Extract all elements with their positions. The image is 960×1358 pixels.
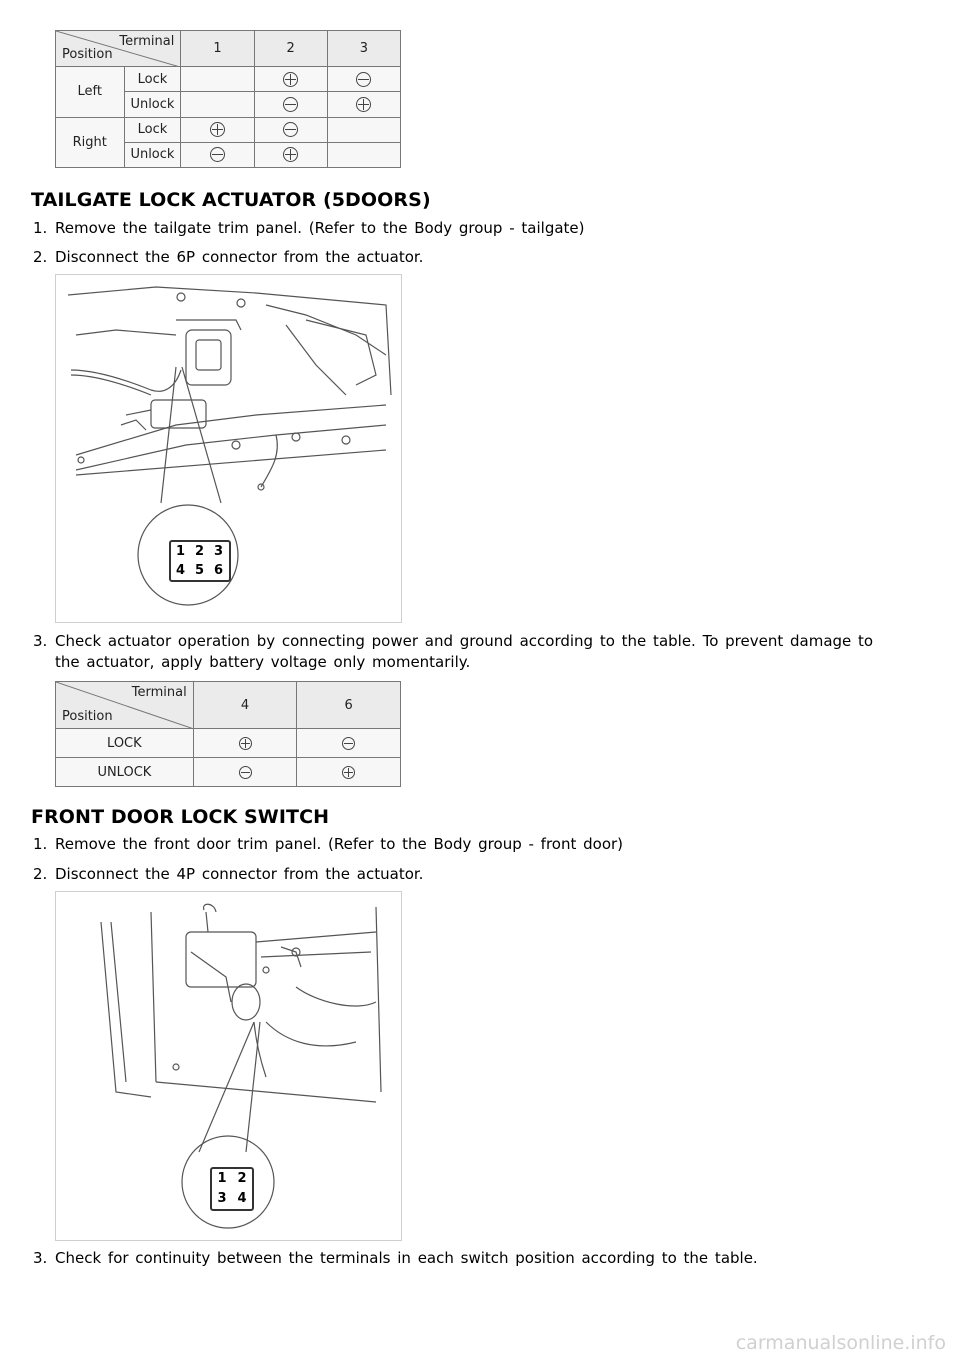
watermark: carmanualsonline.info: [735, 1332, 946, 1354]
step-number: 1.: [33, 835, 48, 853]
table-cell: [181, 67, 254, 92]
terminal-table-tailgate: [55, 681, 401, 787]
table-cell: [327, 67, 400, 92]
table-cell: [297, 729, 401, 758]
step-text: Check actuator operation by connecting power and ground according to the table. To prevent damage to the actuator, apply battery voltage only momentarily.: [55, 632, 874, 671]
section-title-tailgate: TAILGATE LOCK ACTUATOR (5DOORS): [31, 189, 431, 211]
table-row: [56, 117, 401, 142]
minus-icon: [283, 122, 298, 137]
step-item: [33, 1248, 913, 1270]
step-text: Remove the front door trim panel. (Refer to the Body group - front door): [55, 835, 624, 853]
table-cell: [254, 67, 327, 92]
position-label: Position: [62, 709, 113, 724]
connector-pin: 1: [217, 1171, 227, 1186]
column-header: 3: [327, 31, 400, 67]
table-cell: [327, 92, 400, 117]
row-group-label: Right: [56, 117, 125, 167]
step-item: [33, 631, 913, 675]
plus-icon: [356, 97, 371, 112]
plus-icon: [239, 737, 252, 750]
table-row: [56, 729, 401, 758]
connector-pin: 2: [237, 1171, 247, 1186]
table-cell: [327, 117, 400, 142]
step-item: [33, 218, 913, 240]
section-title-front-door: FRONT DOOR LOCK SWITCH: [31, 806, 330, 828]
step-number: 3.: [33, 632, 48, 650]
plus-icon: [210, 122, 225, 137]
column-header: 4: [193, 682, 297, 729]
table-row: [56, 758, 401, 787]
plus-icon: [283, 147, 298, 162]
step-item: [33, 834, 913, 856]
step-item: [33, 864, 913, 886]
connector-4p: [210, 1167, 254, 1211]
step-text: Disconnect the 6P connector from the actuator.: [55, 248, 424, 266]
column-header: 6: [297, 682, 401, 729]
terminal-label: Terminal: [119, 34, 175, 49]
table-cell: [327, 142, 400, 167]
connector-pin: 4: [237, 1191, 247, 1206]
plus-icon: [283, 72, 298, 87]
row-position-label: Lock: [124, 67, 181, 92]
row-position-label: LOCK: [56, 729, 194, 758]
minus-icon: [283, 97, 298, 112]
connector-pin: 4: [175, 563, 186, 578]
terminal-label: Terminal: [131, 685, 187, 700]
connector-pin: 5: [194, 563, 205, 578]
front-door-lock-figure: [55, 891, 402, 1241]
table-cell: [254, 92, 327, 117]
step-text: Disconnect the 4P connector from the actuator.: [55, 865, 424, 883]
table-cell: [254, 117, 327, 142]
step-item: [33, 247, 913, 269]
table-cell: [254, 142, 327, 167]
row-position-label: Unlock: [124, 142, 181, 167]
table-corner-header: [56, 682, 194, 729]
minus-icon: [356, 72, 371, 87]
table-cell: [193, 729, 297, 758]
row-position-label: UNLOCK: [56, 758, 194, 787]
step-number: 1.: [33, 219, 48, 237]
table-cell: [181, 117, 254, 142]
tailgate-actuator-figure: [55, 274, 402, 623]
row-group-label: Left: [56, 67, 125, 117]
table-corner-header: [56, 31, 181, 67]
table-cell: [297, 758, 401, 787]
connector-6p: [169, 540, 231, 582]
table-row: [56, 67, 401, 92]
connector-pin: 2: [194, 544, 205, 559]
column-header: 2: [254, 31, 327, 67]
connector-pin: 3: [213, 544, 224, 559]
minus-icon: [239, 766, 252, 779]
table-cell: [181, 92, 254, 117]
minus-icon: [342, 737, 355, 750]
connector-pin: 1: [175, 544, 186, 559]
table-cell: [181, 142, 254, 167]
step-text: Check for continuity between the terminals in each switch position according to the table.: [55, 1249, 758, 1267]
terminal-table-door-lock: [55, 30, 401, 168]
row-position-label: Unlock: [124, 92, 181, 117]
column-header: 1: [181, 31, 254, 67]
connector-pin: 3: [217, 1191, 227, 1206]
table-cell: [193, 758, 297, 787]
minus-icon: [210, 147, 225, 162]
step-number: 2.: [33, 865, 48, 883]
connector-pin: 6: [213, 563, 224, 578]
step-number: 2.: [33, 248, 48, 266]
step-number: 3.: [33, 1249, 48, 1267]
plus-icon: [342, 766, 355, 779]
position-label: Position: [62, 47, 113, 63]
step-text: Remove the tailgate trim panel. (Refer to the Body group - tailgate): [55, 219, 585, 237]
row-position-label: Lock: [124, 117, 181, 142]
